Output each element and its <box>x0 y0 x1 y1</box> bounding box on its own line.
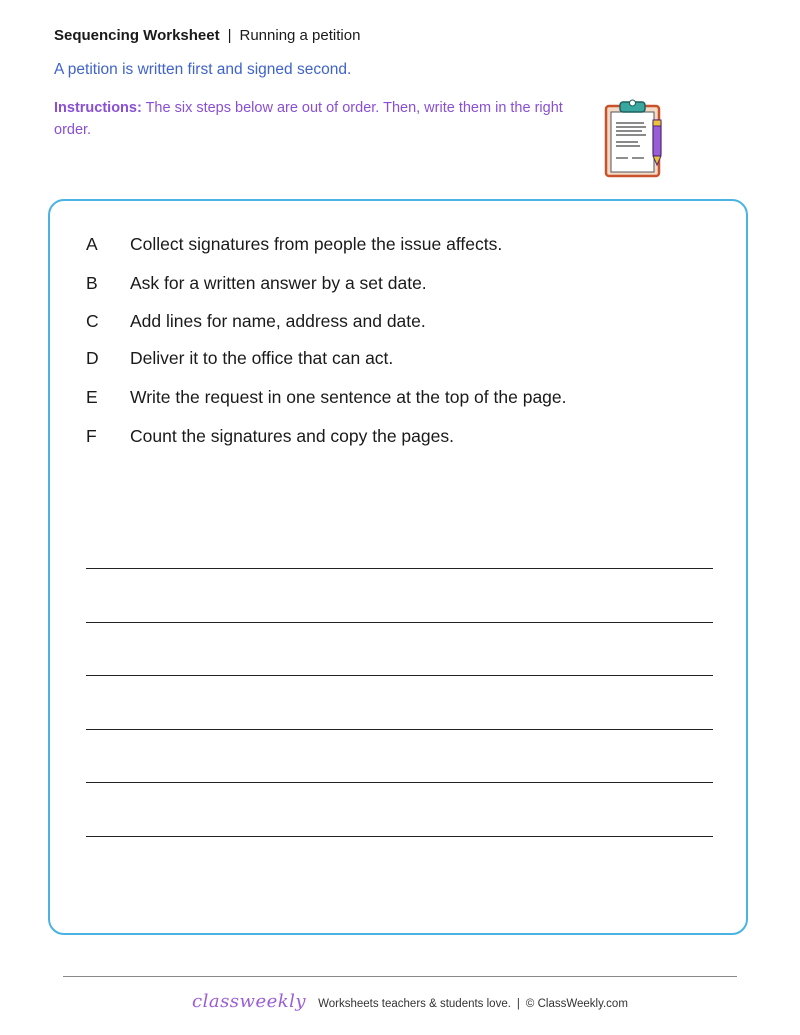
step-letter: B <box>86 273 98 293</box>
classweekly-logo: classweekly <box>192 991 307 1012</box>
footer-copyright: © ClassWeekly.com <box>525 998 628 1010</box>
step-letter: C <box>86 311 99 331</box>
step-text: Write the request in one sentence at the top of the page. <box>130 387 567 407</box>
instructions <box>54 97 584 141</box>
answer-line-4[interactable] <box>86 729 713 730</box>
clipboard-icon <box>600 98 666 185</box>
step-text: Add lines for name, address and date. <box>130 311 426 331</box>
step-letter: A <box>86 234 98 254</box>
step-letter: F <box>86 426 97 446</box>
footer-tagline: Worksheets teachers & students love. <box>318 998 511 1010</box>
step-text: Ask for a written answer by a set date. <box>130 273 427 293</box>
answer-line-2[interactable] <box>86 622 713 623</box>
footer-separator: | <box>516 998 520 1010</box>
worksheet-subtitle: A petition is written first and signed second. <box>54 61 352 78</box>
step-text: Count the signatures and copy the pages. <box>130 426 454 446</box>
worksheet-title: Sequencing Worksheet <box>54 27 220 44</box>
footer-divider <box>63 976 737 977</box>
worksheet-topic: Running a petition <box>239 27 361 44</box>
answer-line-1[interactable] <box>86 568 713 569</box>
steps-card <box>48 199 748 935</box>
answer-line-3[interactable] <box>86 675 713 676</box>
step-letter: E <box>86 387 98 407</box>
step-text: Deliver it to the office that can act. <box>130 348 394 368</box>
instructions-label: Instructions: <box>54 100 142 116</box>
instructions-text: The six steps below are out of order. Then, write them in the right order. <box>54 100 563 138</box>
answer-line-5[interactable] <box>86 782 713 783</box>
answer-line-6[interactable] <box>86 836 713 837</box>
step-text: Collect signatures from people the issue affects. <box>130 234 503 254</box>
footer <box>192 991 628 1012</box>
header-separator: | <box>227 27 232 44</box>
step-letter: D <box>86 348 99 368</box>
worksheet-header <box>54 27 360 45</box>
